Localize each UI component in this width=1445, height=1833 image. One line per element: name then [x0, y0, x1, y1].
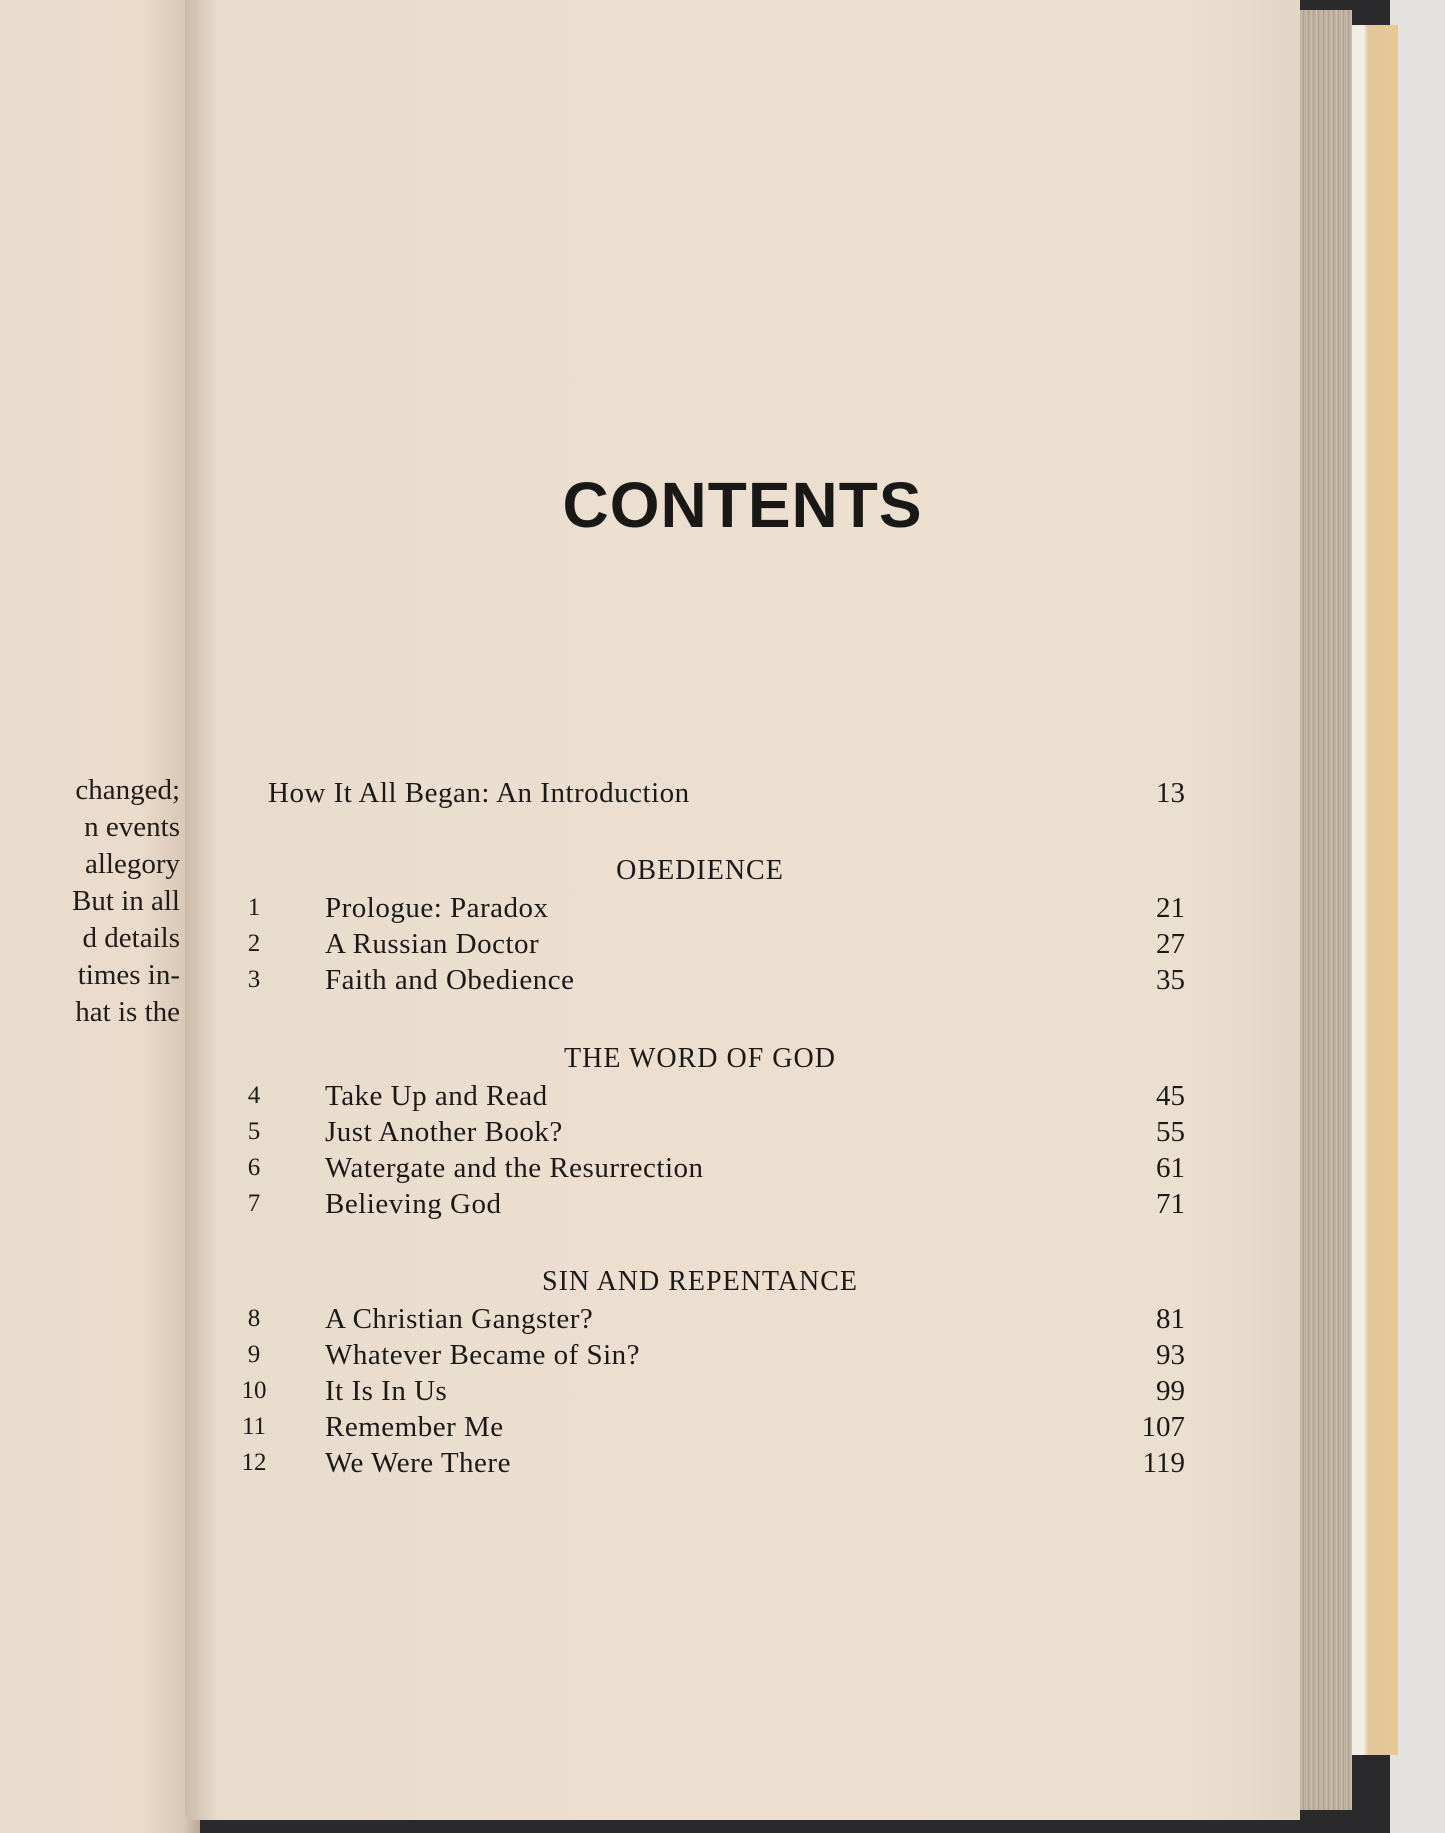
page-number: 99 [1156, 1375, 1185, 1407]
left-page-line: hat is the [75, 996, 180, 1028]
chapter-title: Whatever Became of Sin? [325, 1339, 641, 1371]
left-page [0, 0, 200, 1833]
page-number: 71 [1156, 1188, 1185, 1220]
toc-row [185, 890, 1300, 926]
toc-intro-row [185, 775, 1300, 811]
toc-row [185, 962, 1300, 998]
chapter-number: 3 [247, 966, 261, 993]
toc-row [185, 1409, 1300, 1445]
section-heading: SIN AND REPENTANCE [542, 1266, 858, 1297]
toc-row [185, 1150, 1300, 1186]
left-page-line: n events [84, 811, 180, 843]
chapter-title: Prologue: Paradox [325, 892, 549, 924]
left-page-line: changed; [75, 774, 180, 806]
left-page-line: times in- [77, 959, 180, 991]
back-cover-edge [1352, 25, 1398, 1755]
chapter-title: Just Another Book? [325, 1116, 563, 1148]
chapter-number: 9 [247, 1341, 261, 1368]
chapter-number: 7 [247, 1190, 261, 1217]
contents-title: CONTENTS [562, 469, 923, 541]
chapter-number: 5 [247, 1118, 261, 1145]
chapter-title: A Russian Doctor [325, 928, 540, 960]
page-number: 61 [1156, 1152, 1185, 1184]
page-number: 35 [1156, 964, 1185, 996]
page-number: 93 [1156, 1339, 1185, 1371]
chapter-number: 6 [247, 1154, 261, 1181]
toc-row [185, 1337, 1300, 1373]
chapter-title: Watergate and the Resurrection [325, 1152, 704, 1184]
page-number: 55 [1156, 1116, 1185, 1148]
left-page-line: But in all [72, 885, 180, 917]
chapter-title: Faith and Obedience [325, 964, 575, 996]
chapter-number: 11 [241, 1413, 267, 1440]
chapter-title: Believing God [325, 1188, 502, 1220]
chapter-title: It Is In Us [325, 1375, 448, 1407]
page-number: 27 [1156, 928, 1185, 960]
chapter-title: How It All Began: An Introduction [268, 777, 690, 809]
chapter-number: 2 [247, 930, 261, 957]
toc-row [185, 1114, 1300, 1150]
toc-row [185, 1078, 1300, 1114]
page-edges [1300, 10, 1352, 1810]
page-number: 119 [1142, 1447, 1185, 1479]
chapter-number: 1 [247, 894, 261, 921]
chapter-number: 10 [241, 1377, 267, 1404]
toc-row [185, 1301, 1300, 1337]
page-number: 13 [1156, 777, 1185, 809]
left-page-text [72, 772, 180, 1031]
section-heading: THE WORD OF GOD [564, 1043, 836, 1074]
page-number: 107 [1141, 1411, 1185, 1443]
toc-row [185, 1373, 1300, 1409]
toc-row [185, 926, 1300, 962]
toc-row [185, 1445, 1300, 1481]
page-number: 45 [1156, 1080, 1185, 1112]
page-number: 21 [1156, 892, 1185, 924]
section-heading: OBEDIENCE [616, 855, 784, 886]
chapter-title: A Christian Gangster? [325, 1303, 594, 1335]
chapter-number: 12 [241, 1449, 267, 1476]
chapter-number: 8 [247, 1305, 261, 1332]
chapter-title: Remember Me [325, 1411, 504, 1443]
chapter-number: 4 [247, 1082, 261, 1109]
table-of-contents [185, 0, 1300, 1820]
page-number: 81 [1156, 1303, 1185, 1335]
toc-row [185, 1186, 1300, 1222]
left-page-line: allegory [84, 848, 180, 880]
chapter-title: Take Up and Read [325, 1080, 548, 1112]
chapter-title: We Were There [325, 1447, 511, 1479]
left-page-line: d details [82, 922, 180, 954]
